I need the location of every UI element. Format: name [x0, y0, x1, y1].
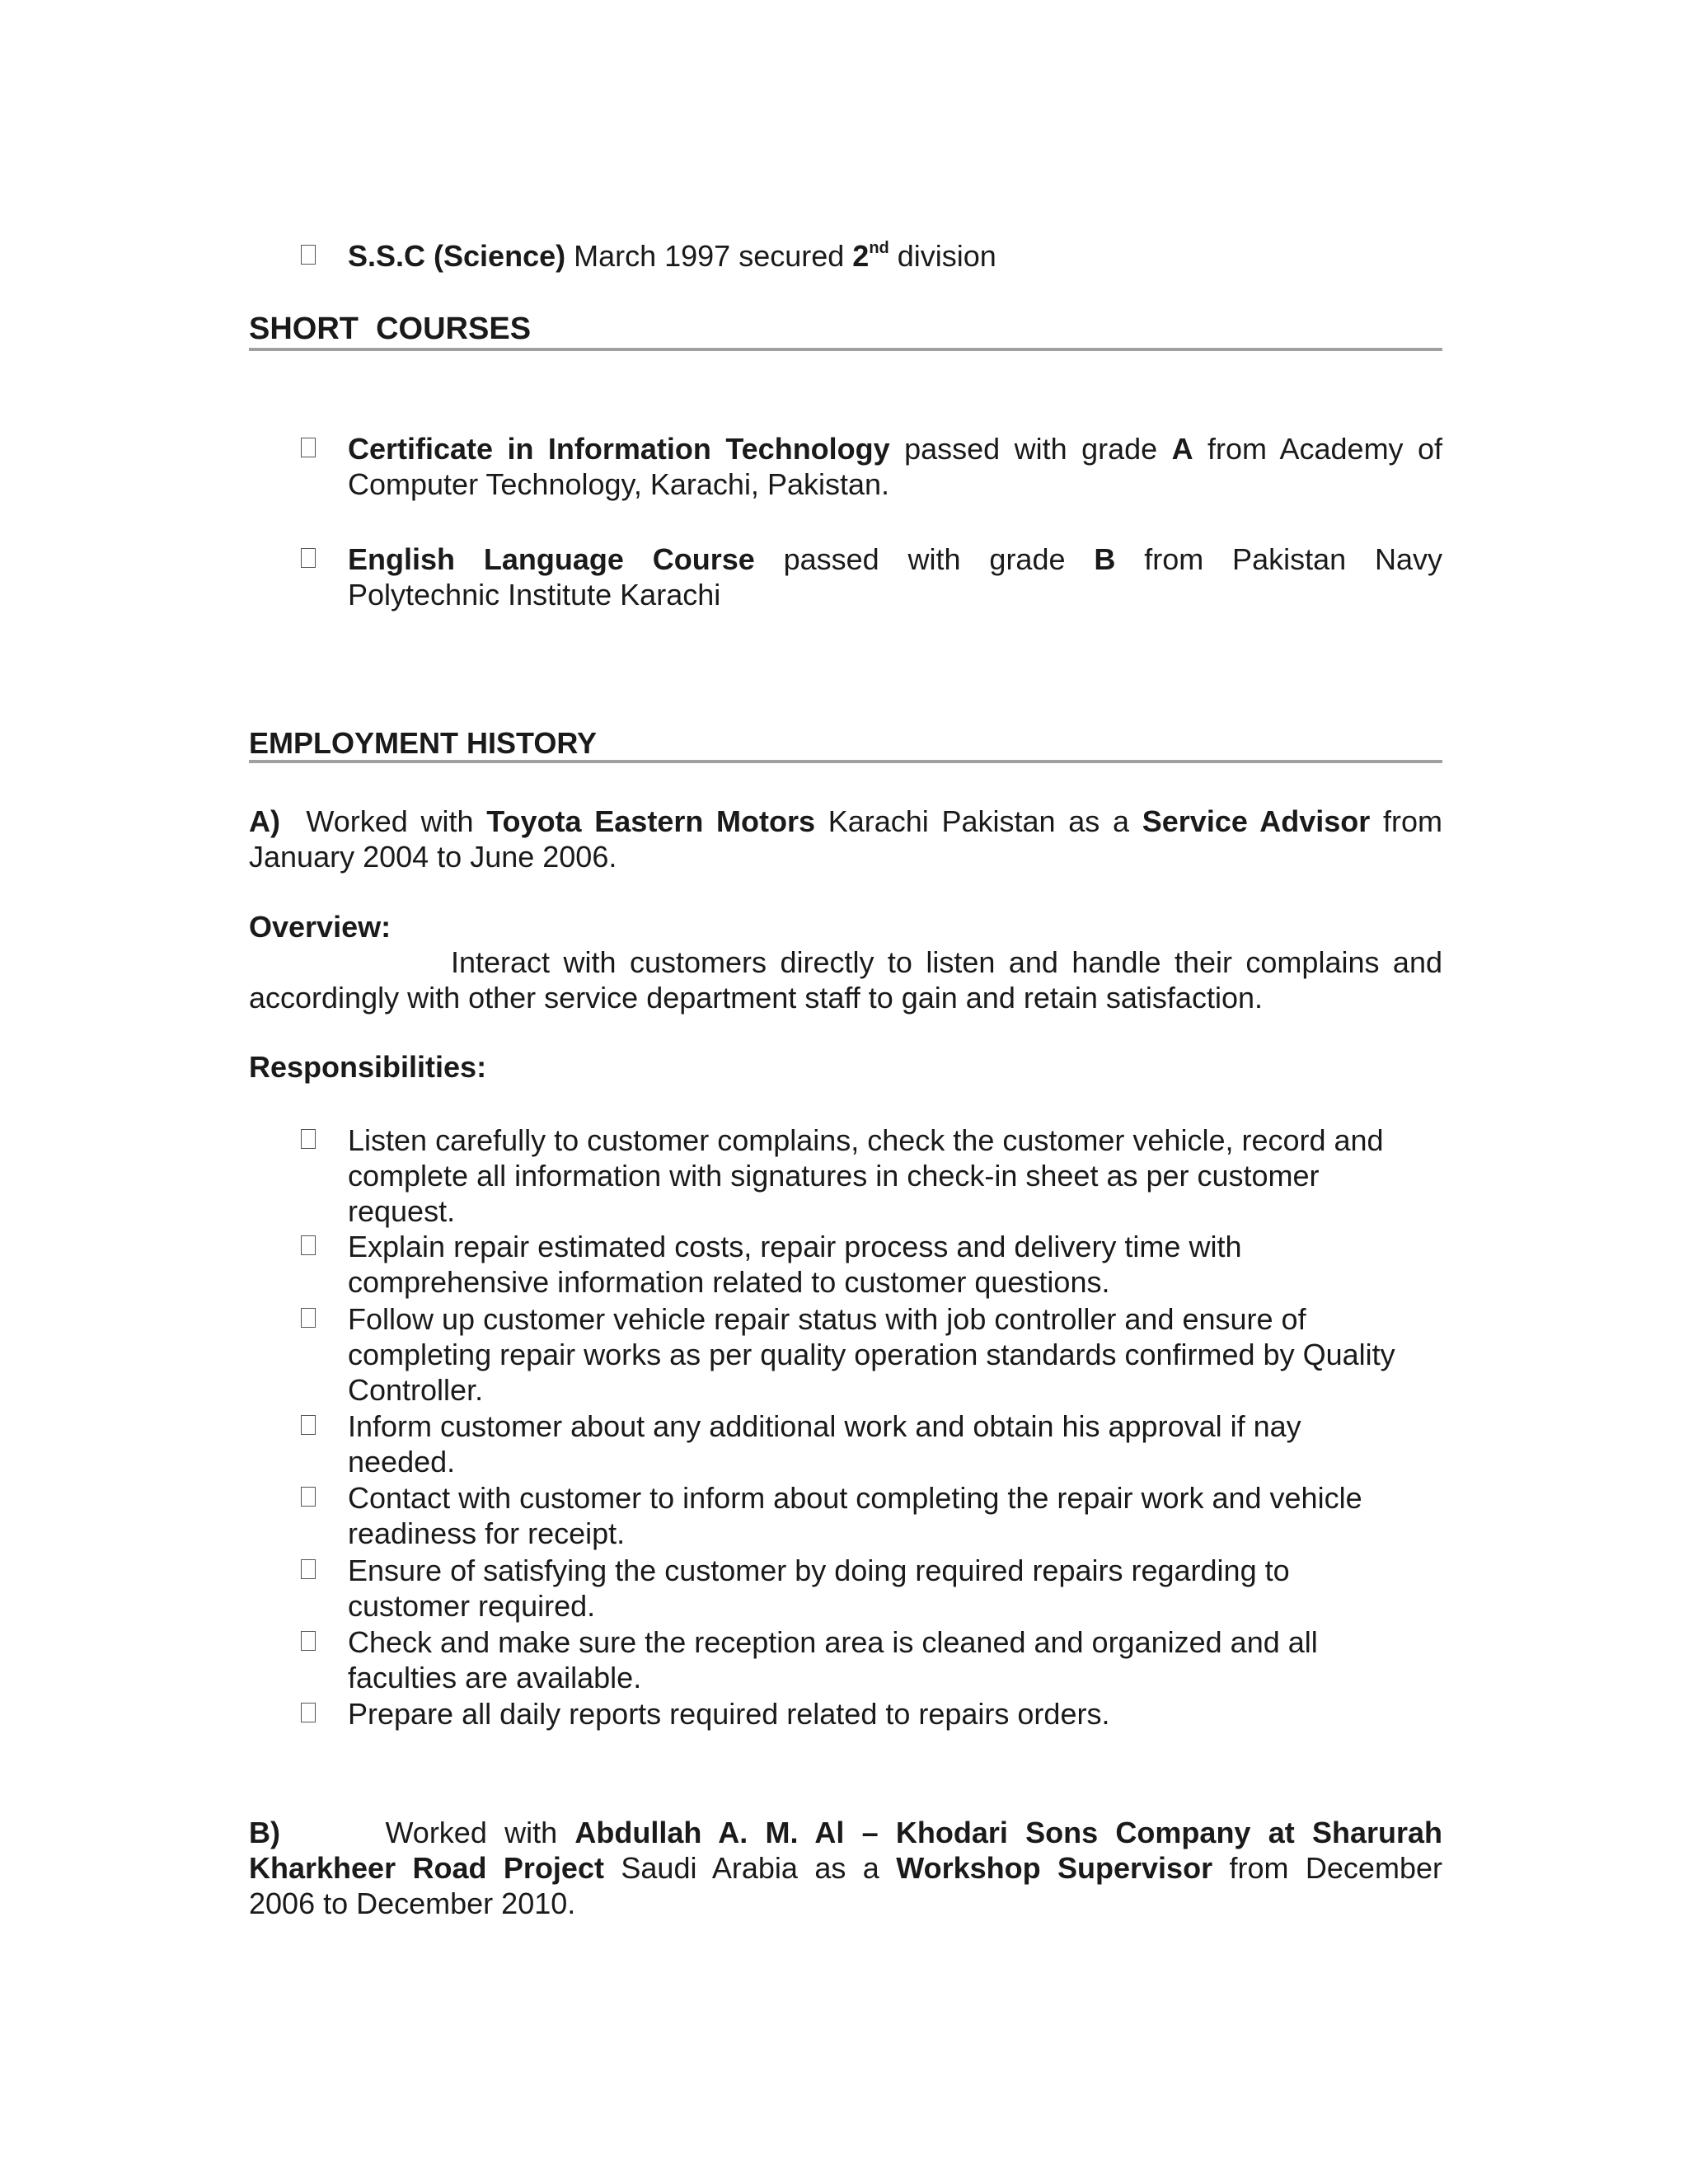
job-b-label: B) [249, 1816, 280, 1849]
bullet-box-icon [301, 1129, 316, 1149]
section-divider [249, 760, 1442, 763]
bullet-box-icon [301, 438, 316, 457]
job-a-company: Toyota Eastern Motors [486, 804, 816, 838]
document-page: S.S.C (Science) March 1997 secured 2nd division SHORT COURSES Certificate in Information Technology passed with grade A from Academy of Computer Technology, Karachi, Pakistan. English Language Course passed with grade B from Pakistan Navy Polytechnic Institute Karachi EMPLOYMENT HISTORY A) Worked with Toyota Eastern Motors Karachi Pakistan as a Service Advisor from January 2004 to June 2006. Overview: Interact with customers directly to listen and handle their complains and accordingly with other service department staff to gain and retain satisfaction. Responsibilities: Listen carefully to customer complains, check the customer vehicle, record and complete all information with signatures in check-in sheet as per customer request. Explain repair estimated costs, repair process and delivery time with comprehensive information related to customer questions. Follow up customer vehicle repair status with job controller and ensure of completing repair works as per quality operation standards confirmed by Quality Controller. Inform customer about any additional work and obtain his approval if nay needed. Contact with customer to inform about completing the repair work and vehicle readiness for receipt. Ensure of satisfying the customer by doing required repairs regarding to customer required. Check and make sure the reception area is cleaned and organized and all faculties are available. Prepare all daily reports required related to repairs orders. B) Worked with Abdullah A. M. Al – Khodari Sons Company at Sharurah Kharkheer Road Project Saudi Arabia as a Workshop Supervisor from December 2006 to December 2010. [249, 239, 1443, 1920]
short-courses-heading: SHORT COURSES [249, 312, 532, 346]
responsibilities-label: Responsibilities: [249, 1050, 487, 1084]
bullet-box-icon [301, 1487, 316, 1507]
ssc-title: S.S.C (Science) [348, 239, 566, 273]
bullet-box-icon [301, 245, 316, 265]
bullet-box-icon [301, 1235, 316, 1255]
job-b-role: Workshop Supervisor [896, 1851, 1213, 1885]
job-b-summary: B) Worked with Abdullah A. M. Al – Khodari Sons Company at Sharurah Kharkheer Road Project Saudi Arabia as a Workshop Supervisor from December 2006 to December 2010. [249, 1816, 1443, 1920]
overview-text: Interact with customers directly to listen and handle their complains and accordingly with other service department staff to gain and retain satisfaction. [249, 945, 1442, 1015]
employment-heading: EMPLOYMENT HISTORY [249, 726, 598, 760]
bullet-box-icon [301, 1308, 316, 1328]
bullet-box-icon [301, 1703, 316, 1722]
bullet-box-icon [301, 1415, 316, 1435]
section-divider [249, 348, 1442, 351]
job-a-label: A) [249, 804, 280, 838]
bullet-box-icon [301, 1559, 316, 1579]
overview-label: Overview: [249, 910, 392, 944]
job-a-role: Service Advisor [1142, 804, 1371, 838]
bullet-box-icon [301, 548, 316, 568]
job-b-company: Abdullah A. M. Al – Khodari Sons Company at Sharurah [574, 1816, 1443, 1849]
bullet-box-icon [301, 1631, 316, 1651]
job-a-summary: A) Worked with Toyota Eastern Motors Karachi Pakistan as a Service Advisor from January 2004 to June 2006. [249, 804, 1442, 874]
